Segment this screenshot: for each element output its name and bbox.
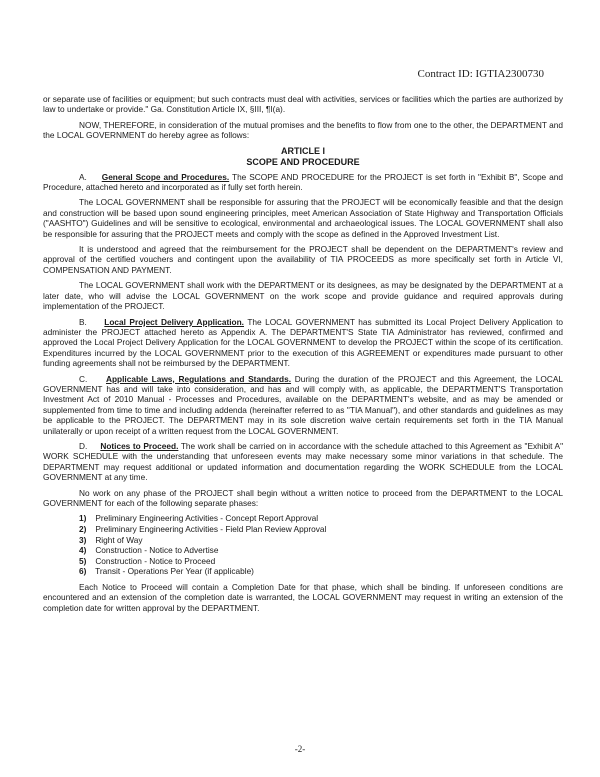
section-a bbox=[43, 172, 563, 193]
intro-paragraph: or separate use of facilities or equipment; but such contracts must deal with activities, services or facilities which the parties are authorized by law to undertake or provide." Ga. Constitution Article IX, §III, ¶I(a). bbox=[43, 94, 563, 115]
article-heading bbox=[43, 146, 563, 168]
section-a-text: The SCOPE AND PROCEDURE for the PROJECT is set forth in "Exhibit B", Scope and Procedure, attached hereto and incorporated as if fully set forth herein. bbox=[43, 171, 563, 193]
local-government-paragraph: The LOCAL GOVERNMENT shall be responsible for assuring that the PROJECT will be economically feasible and that the design and construction will be based upon sound engineering principles, meet American Association of State Highway and Transportation Officials ("AASHTO") Guidelines and will be sensitive to ecological, environmental and archaeological issues. The LOCAL GOVERNMENT shall also be responsible for assuring that the PROJECT meets and comply with the scope as defined in the Approved Investment List. bbox=[43, 197, 563, 239]
list-item: 3) Right of Way bbox=[79, 534, 143, 545]
section-b-heading: Local Project Delivery Application. bbox=[104, 316, 244, 327]
article-title: SCOPE AND PROCEDURE bbox=[246, 156, 360, 167]
section-d bbox=[43, 441, 563, 483]
list-item: 6) Transit - Operations Per Year (if applicable) bbox=[79, 566, 254, 577]
section-a-heading: General Scope and Procedures. bbox=[101, 171, 230, 182]
page-number: -2- bbox=[294, 744, 306, 754]
no-work-paragraph: No work on any phase of the PROJECT shall begin without a written notice to proceed from the DEPARTMENT to the LOCAL GOVERNMENT for each of the following separate phases: bbox=[43, 487, 563, 508]
now-therefore-paragraph: NOW, THEREFORE, in consideration of the mutual promises and the benefits to flow from one to the other, the DEPARTMENT and the LOCAL GOVERNMENT do hereby agree as follows: bbox=[43, 119, 563, 141]
section-d-heading: Notices to Proceed. bbox=[100, 440, 179, 451]
list-item: 4) Construction - Notice to Advertise bbox=[79, 545, 219, 556]
section-b-letter: B. bbox=[79, 316, 87, 327]
work-with-department-paragraph: The LOCAL GOVERNMENT shall work with the DEPARTMENT or its designees, as may be designated by the DEPARTMENT at a later date, who will advise the LOCAL GOVERNMENT on the work scope and provide guidance and required approvals during implementation of the PROJECT. bbox=[43, 280, 563, 312]
section-c-letter: C. bbox=[79, 373, 88, 384]
section-c-text: During the duration of the PROJECT and this Agreement, the LOCAL GOVERNMENT has and will take into consideration, and has and will comply with, as applicable, the DEPARTMENT'S Transportation Investment Act of 2010 Manual - Processes and Procedures, available on the DEPARTMENT's website, and as may be amended or supplemented from time to time and including addenda (hereinafter referred to as "TIA Manual"), and other standards and guidelines as may be applicable to the PROJECT. The DEPARTMENT may in its sole discretion waive certain requirements set forth in the TIA Manual unilaterally or upon receipt of a written request from the LOCAL GOVERNMENT. bbox=[43, 373, 563, 436]
section-d-text: The work shall be carried on in accordance with the schedule attached to this Agreement as "Exhibit A" WORK SCHEDULE with the understanding that unforeseen events may make necessary some minor variations in that schedule. The DEPARTMENT may request additional or updated information and documentation regarding the WORK SCHEDULE from the LOCAL GOVERNMENT at any time. bbox=[43, 440, 564, 483]
section-b bbox=[43, 317, 563, 369]
contract-id: Contract ID: IGTIA2300730 bbox=[417, 68, 544, 80]
document-body bbox=[43, 94, 563, 618]
section-c-heading: Applicable Laws, Regulations and Standards. bbox=[105, 373, 292, 384]
list-item: 1) Preliminary Engineering Activities - Concept Report Approval bbox=[79, 513, 319, 524]
each-notice-paragraph: Each Notice to Proceed will contain a Completion Date for that phase, which shall be binding. If unforeseen conditions are encountered and an extension of the completion date is warranted, the LOCAL GOVERNMENT may request in writing an extension of the completion date for written approval by the DEPARTMENT. bbox=[43, 581, 563, 613]
phase-list bbox=[43, 513, 563, 577]
article-number: ARTICLE I bbox=[281, 145, 325, 156]
list-item: 5) Construction - Notice to Proceed bbox=[79, 555, 216, 566]
section-a-letter: A. bbox=[79, 171, 87, 182]
section-c bbox=[43, 374, 563, 436]
section-b-text: The LOCAL GOVERNMENT has submitted its Local Project Delivery Application to administer the PROJECT attached hereto as Appendix A. The DEPARTMENT'S State TIA Administrator has reviewed, confirmed and approved the Local Project Delivery Application for the LOCAL GOVERNMENT to develop the PROJECT within the scope of its certification. Expenditures incurred by the LOCAL GOVERNMENT prior to the execution of this AGREEMENT or expenditures made pursuant to other funding agreements shall not be reimbursed by the DEPARTMENT. bbox=[43, 316, 564, 369]
reimbursement-paragraph: It is understood and agreed that the reimbursement for the PROJECT shall be dependent on the DEPARTMENT's review and approval of the certified vouchers and contingent upon the availability of TIA PROCEEDS as more specifically set forth in Article VI, COMPENSATION AND PAYMENT. bbox=[43, 244, 563, 275]
section-d-letter: D. bbox=[79, 440, 88, 451]
list-item: 2) Preliminary Engineering Activities - Field Plan Review Approval bbox=[79, 524, 327, 534]
